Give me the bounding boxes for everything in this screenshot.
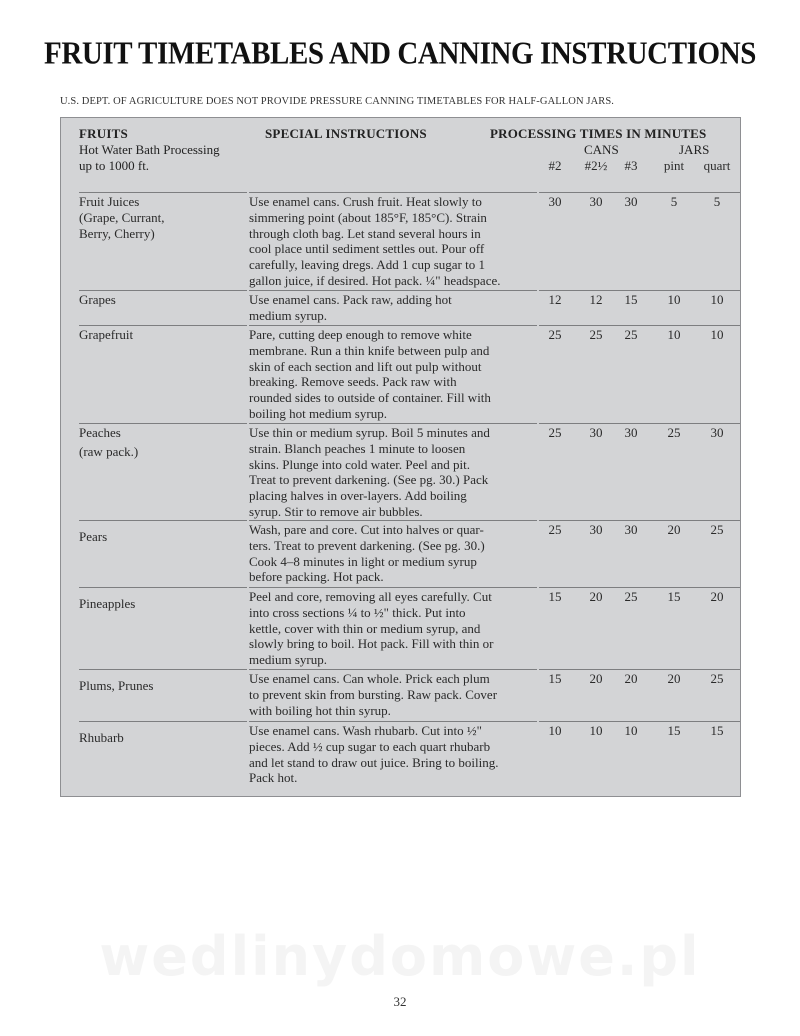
header-cans: CANS (584, 142, 619, 157)
special-instructions: carefully, leaving dregs. Add 1 cup sugar to 1 (249, 257, 485, 273)
fruit-name: Rhubarb (79, 730, 124, 745)
row-divider (539, 290, 740, 291)
watermark: wedlinydomowe.pl (99, 925, 701, 988)
row-divider (539, 192, 740, 193)
fruit-name: Berry, Cherry) (79, 226, 155, 241)
header-col-no2-half: #2½ (584, 158, 608, 173)
row-divider (539, 325, 740, 326)
row-divider (249, 325, 537, 326)
fruit-timetable (60, 117, 741, 797)
special-instructions: syrup. Stir to remove air bubbles. (249, 504, 423, 519)
special-instructions: medium syrup. (249, 652, 327, 668)
time-can-no3: 20 (624, 671, 638, 686)
row-divider (249, 587, 537, 588)
time-can-no2-half: 12 (589, 292, 603, 307)
time-can-no2-half: 20 (589, 671, 603, 686)
row-divider (539, 520, 740, 521)
row-divider (79, 290, 247, 291)
row-divider (79, 325, 247, 326)
row-divider (79, 423, 247, 424)
time-can-no3: 30 (624, 194, 638, 209)
time-can-no2: 25 (548, 522, 562, 537)
special-instructions: Cook 4–8 minutes in light or medium syrup (249, 553, 477, 569)
special-instructions: Use thin or medium syrup. Boil 5 minutes and (249, 425, 490, 440)
time-can-no2: 10 (548, 723, 562, 738)
special-instructions: Use enamel cans. Crush fruit. Heat slowly to (249, 194, 482, 209)
fruit-name: Grapefruit (79, 327, 134, 342)
header-col-no3: #3 (624, 158, 638, 173)
row-divider (79, 669, 247, 670)
time-jar-quart: 25 (710, 671, 724, 686)
special-instructions: placing halves in over-layers. Add boiling (249, 488, 467, 504)
time-jar-quart: 20 (710, 589, 724, 604)
time-can-no2: 12 (548, 292, 562, 307)
time-jar-quart: 5 (713, 194, 721, 209)
time-jar-quart: 10 (710, 292, 724, 307)
row-divider (249, 290, 537, 291)
time-can-no2-half: 30 (589, 522, 603, 537)
time-can-no3: 25 (624, 589, 638, 604)
special-instructions: and let stand to draw out juice. Bring to boiling. (249, 754, 499, 770)
header-processing-times: PROCESSING TIMES IN MINUTES (490, 126, 707, 141)
time-jar-pint: 10 (667, 327, 681, 342)
fruit-name: Peaches (79, 425, 121, 440)
special-instructions: slowly bring to boil. Hot pack. Fill with thin or (249, 636, 494, 652)
special-instructions: boiling hot medium syrup. (249, 406, 387, 421)
time-can-no3: 10 (624, 723, 638, 738)
time-can-no2: 25 (548, 425, 562, 440)
special-instructions: skin of each section and lift out pulp without (249, 358, 482, 374)
header-col-pint: pint (663, 158, 685, 173)
header-col-quart: quart (703, 158, 731, 173)
row-divider (79, 587, 247, 588)
special-instructions: membrane. Run a thin knife between pulp and (249, 342, 490, 358)
special-instructions: to prevent skin from bursting. Raw pack. Cover (249, 686, 498, 702)
fruit-name: (Grape, Currant, (79, 210, 165, 225)
row-divider (79, 192, 247, 193)
page-number: 32 (393, 994, 407, 1009)
time-can-no2-half: 30 (589, 194, 603, 209)
special-instructions: with boiling hot thin syrup. (249, 702, 391, 718)
time-can-no3: 15 (624, 292, 638, 307)
special-instructions: Peel and core, removing all eyes carefully. Cut (249, 589, 492, 604)
time-can-no2-half: 30 (589, 425, 603, 440)
special-instructions: rounded sides to outside of container. Fill with (249, 390, 491, 406)
fruit-name: Fruit Juices (79, 194, 140, 209)
header-subtitle-line2: up to 1000 ft. (79, 158, 150, 173)
time-jar-quart: 25 (710, 522, 724, 537)
row-divider (539, 423, 740, 424)
header-fruits: FRUITS (79, 126, 128, 141)
time-can-no2: 15 (548, 589, 562, 604)
row-divider (249, 423, 537, 424)
row-divider (249, 192, 537, 193)
row-divider (249, 669, 537, 670)
special-instructions: Pack hot. (249, 770, 298, 786)
time-jar-pint: 15 (667, 589, 681, 604)
special-instructions: strain. Blanch peaches 1 minute to loosen (249, 440, 466, 456)
row-divider (249, 520, 537, 521)
special-instructions: ters. Treat to prevent darkening. (See pg. 30.) (249, 537, 485, 553)
fruit-name: Plums, Prunes (79, 678, 154, 693)
special-instructions: Use enamel cans. Wash rhubarb. Cut into ½" (249, 723, 482, 738)
special-instructions: simmering point (about 185°F, 185°C). Strain (249, 209, 487, 225)
header-col-no2: #2 (548, 158, 562, 173)
time-jar-pint: 20 (667, 671, 681, 686)
special-instructions: Wash, pare and core. Cut into halves or quar- (249, 522, 484, 537)
header-special-instructions: SPECIAL INSTRUCTIONS (265, 126, 427, 141)
time-can-no2-half: 10 (589, 723, 603, 738)
time-can-no3: 30 (624, 425, 638, 440)
special-instructions: pieces. Add ½ cup sugar to each quart rhubarb (249, 738, 491, 754)
time-can-no3: 30 (624, 522, 638, 537)
row-divider (539, 587, 740, 588)
special-instructions: skins. Plunge into cold water. Peel and pit. (249, 456, 470, 472)
special-instructions: Use enamel cans. Can whole. Prick each plum (249, 671, 490, 686)
time-can-no2-half: 25 (589, 327, 603, 342)
time-jar-quart: 10 (710, 327, 724, 342)
row-divider (249, 721, 537, 722)
time-can-no2: 25 (548, 327, 562, 342)
special-instructions: kettle, cover with thin or medium syrup, and (249, 620, 481, 636)
time-jar-pint: 25 (667, 425, 681, 440)
time-jar-pint: 15 (667, 723, 681, 738)
row-divider (79, 520, 247, 521)
row-divider (539, 721, 740, 722)
time-jar-quart: 15 (710, 723, 724, 738)
time-jar-pint: 10 (667, 292, 681, 307)
time-can-no2: 30 (548, 194, 562, 209)
usda-note: U.S. DEPT. OF AGRICULTURE DOES NOT PROVIDE PRESSURE CANNING TIMETABLES FOR HALF-GALLON JARS. (60, 96, 615, 107)
row-divider (539, 669, 740, 670)
page-title: FRUIT TIMETABLES AND CANNING INSTRUCTIONS (44, 36, 756, 72)
special-instructions: into cross sections ¼ to ½" thick. Put into (249, 604, 466, 620)
special-instructions: cool place until sediment settles out. Pour off (249, 241, 485, 257)
time-jar-pint: 5 (670, 194, 678, 209)
time-jar-quart: 30 (710, 425, 724, 440)
special-instructions: gallon juice, if desired. Hot pack. ¼" headspace. (249, 273, 501, 288)
row-divider (79, 721, 247, 722)
header-jars: JARS (679, 142, 710, 157)
time-can-no3: 25 (624, 327, 638, 342)
special-instructions: Use enamel cans. Pack raw, adding hot (249, 292, 452, 307)
fruit-name: Pears (79, 529, 108, 544)
special-instructions: through cloth bag. Let stand several hours in (249, 225, 481, 241)
time-can-no2: 15 (548, 671, 562, 686)
special-instructions: breaking. Remove seeds. Pack raw with (249, 374, 457, 390)
time-can-no2-half: 20 (589, 589, 603, 604)
fruit-name: Grapes (79, 292, 116, 307)
header-subtitle-line1: Hot Water Bath Processing (79, 142, 220, 157)
fruit-name: Pineapples (79, 596, 136, 611)
fruit-name: (raw pack.) (79, 444, 139, 459)
special-instructions: Treat to prevent darkening. (See pg. 30.) Pack (249, 472, 489, 488)
time-jar-pint: 20 (667, 522, 681, 537)
special-instructions: Pare, cutting deep enough to remove white (249, 327, 472, 342)
special-instructions: before packing. Hot pack. (249, 569, 384, 585)
special-instructions: medium syrup. (249, 307, 327, 323)
